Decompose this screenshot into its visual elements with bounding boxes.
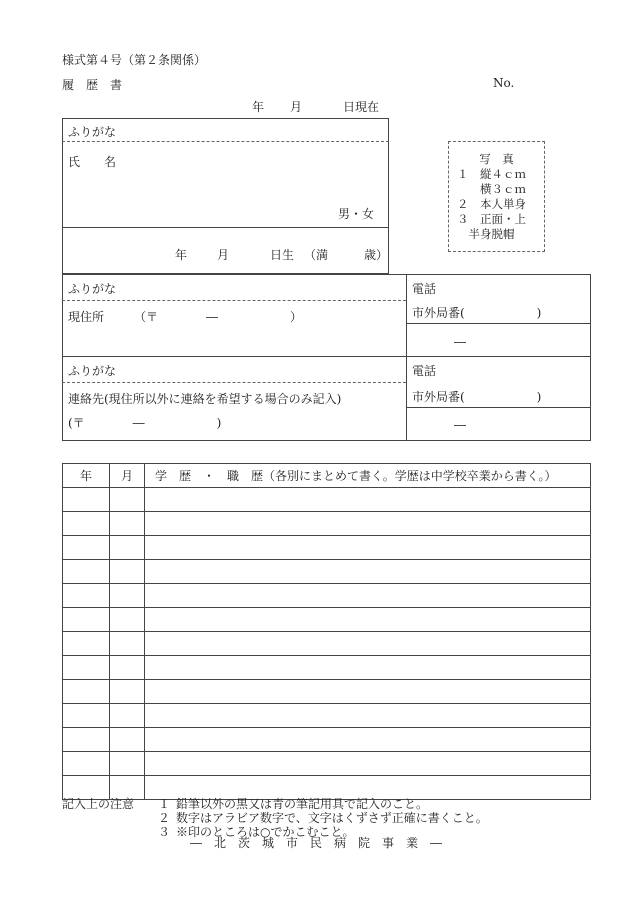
photo-line: １ 縦４ｃｍ: [457, 167, 526, 181]
note-item: [62, 797, 488, 811]
history-year-cell[interactable]: [63, 560, 110, 584]
history-year-cell[interactable]: [63, 632, 110, 656]
history-year-cell[interactable]: [63, 584, 110, 608]
history-month-cell[interactable]: [110, 560, 145, 584]
address-phone-dash: ―: [454, 335, 466, 349]
history-col-year: 年: [63, 464, 110, 488]
notes-label: 記入上の注意: [62, 797, 135, 811]
history-row: [63, 608, 591, 632]
address-label: 現住所: [68, 310, 105, 324]
history-description-cell[interactable]: [145, 728, 591, 752]
history-year-cell[interactable]: [63, 776, 110, 800]
history-month-cell[interactable]: [110, 656, 145, 680]
history-col-description: 学 歴 ・ 職 歴（各別にまとめて書く。学歴は中学校卒業から書く。）: [145, 464, 591, 488]
photo-line: 半身脱帽: [457, 227, 515, 241]
history-header-row: [63, 464, 591, 488]
contact-label: 連絡先(現住所以外に連絡を希望する場合のみ記入): [68, 392, 342, 406]
history-row: [63, 512, 591, 536]
history-month-cell[interactable]: [110, 512, 145, 536]
history-month-cell[interactable]: [110, 704, 145, 728]
contact-postal-field[interactable]: (〒 ― ): [68, 416, 222, 430]
age-label: （満 歳）: [304, 248, 389, 262]
history-row: [63, 632, 591, 656]
photo-line: ３ 正面・上: [457, 212, 526, 226]
address-contact-divider: [62, 356, 591, 357]
history-row: [63, 704, 591, 728]
birth-month-label: 月: [217, 248, 230, 262]
contact-phone-divider: [406, 407, 591, 408]
history-row: [63, 536, 591, 560]
date-day-now-label: 日現在: [343, 100, 380, 114]
birth-year-label: 年: [175, 248, 188, 262]
gender-selector[interactable]: 男・女: [338, 207, 375, 221]
contact-phone-label: 電話: [412, 364, 437, 378]
photo-title: 写 真: [479, 152, 514, 166]
birth-day-label: 日生: [270, 248, 295, 262]
history-year-cell[interactable]: [63, 536, 110, 560]
address-phone-label: 電話: [412, 282, 437, 296]
history-month-cell[interactable]: [110, 680, 145, 704]
history-month-cell[interactable]: [110, 488, 145, 512]
history-description-cell[interactable]: [145, 632, 591, 656]
contact-furigana-divider: [62, 382, 406, 383]
history-row: [63, 488, 591, 512]
history-col-month: 月: [110, 464, 145, 488]
note-text: ※印のところは○でかこむこと。: [176, 825, 355, 839]
photo-line: 横３ｃｍ: [457, 182, 526, 196]
phone-column-divider: [406, 274, 407, 441]
history-month-cell[interactable]: [110, 536, 145, 560]
history-description-cell[interactable]: [145, 752, 591, 776]
document-title: 履 歴 書: [62, 78, 123, 92]
contact-furigana-label: ふりがな: [68, 364, 117, 378]
form-label: 様式第４号（第２条関係）: [62, 53, 207, 67]
history-description-cell[interactable]: [145, 656, 591, 680]
history-year-cell[interactable]: [63, 704, 110, 728]
contact-phone-dash: ―: [454, 418, 466, 432]
footer-organization: ― 北 茨 城 市 民 病 院 事 業 ―: [190, 836, 443, 850]
history-month-cell[interactable]: [110, 584, 145, 608]
history-month-cell[interactable]: [110, 776, 145, 800]
history-description-cell[interactable]: [145, 776, 591, 800]
history-description-cell[interactable]: [145, 680, 591, 704]
date-month-label: 月: [290, 100, 303, 114]
note-text: 数字はアラビア数字で、文字はくずさず正確に書くこと。: [176, 811, 488, 825]
notes-section: [62, 797, 488, 839]
history-year-cell[interactable]: [63, 728, 110, 752]
history-row: [63, 752, 591, 776]
name-label: 氏 名: [68, 155, 117, 169]
history-year-cell[interactable]: [63, 488, 110, 512]
note-number: ３: [158, 825, 171, 839]
address-area-code-field[interactable]: 市外局番( ): [412, 306, 542, 320]
history-row: [63, 680, 591, 704]
history-year-cell[interactable]: [63, 752, 110, 776]
history-month-cell[interactable]: [110, 632, 145, 656]
history-year-cell[interactable]: [63, 512, 110, 536]
history-month-cell[interactable]: [110, 728, 145, 752]
history-description-cell[interactable]: [145, 536, 591, 560]
history-table: [62, 463, 591, 800]
history-row: [63, 584, 591, 608]
history-row: [63, 776, 591, 800]
date-year-label: 年: [252, 100, 265, 114]
history-year-cell[interactable]: [63, 608, 110, 632]
name-divider: [62, 227, 389, 228]
history-description-cell[interactable]: [145, 488, 591, 512]
note-number: １: [158, 797, 171, 811]
address-postal-field[interactable]: （〒 ― ）: [134, 310, 303, 324]
note-item: [62, 811, 488, 825]
history-row: [63, 560, 591, 584]
history-row: [63, 656, 591, 680]
history-description-cell[interactable]: [145, 512, 591, 536]
furigana-label: ふりがな: [68, 125, 117, 139]
contact-area-code-field[interactable]: 市外局番( ): [412, 390, 542, 404]
address-furigana-divider: [62, 300, 406, 301]
history-description-cell[interactable]: [145, 608, 591, 632]
note-number: ２: [158, 811, 171, 825]
history-description-cell[interactable]: [145, 584, 591, 608]
furigana-divider: [62, 141, 389, 142]
document-number: No.: [493, 76, 515, 90]
history-year-cell[interactable]: [63, 656, 110, 680]
note-text: 鉛筆以外の黒又は青の筆記用具で記入のこと。: [176, 797, 429, 811]
history-month-cell[interactable]: [110, 752, 145, 776]
history-month-cell[interactable]: [110, 608, 145, 632]
history-description-cell[interactable]: [145, 704, 591, 728]
address-phone-divider: [406, 323, 591, 324]
history-year-cell[interactable]: [63, 680, 110, 704]
history-row: [63, 728, 591, 752]
photo-line: ２ 本人単身: [457, 197, 526, 211]
history-description-cell[interactable]: [145, 560, 591, 584]
address-furigana-label: ふりがな: [68, 282, 117, 296]
photo-placeholder: [448, 141, 545, 252]
